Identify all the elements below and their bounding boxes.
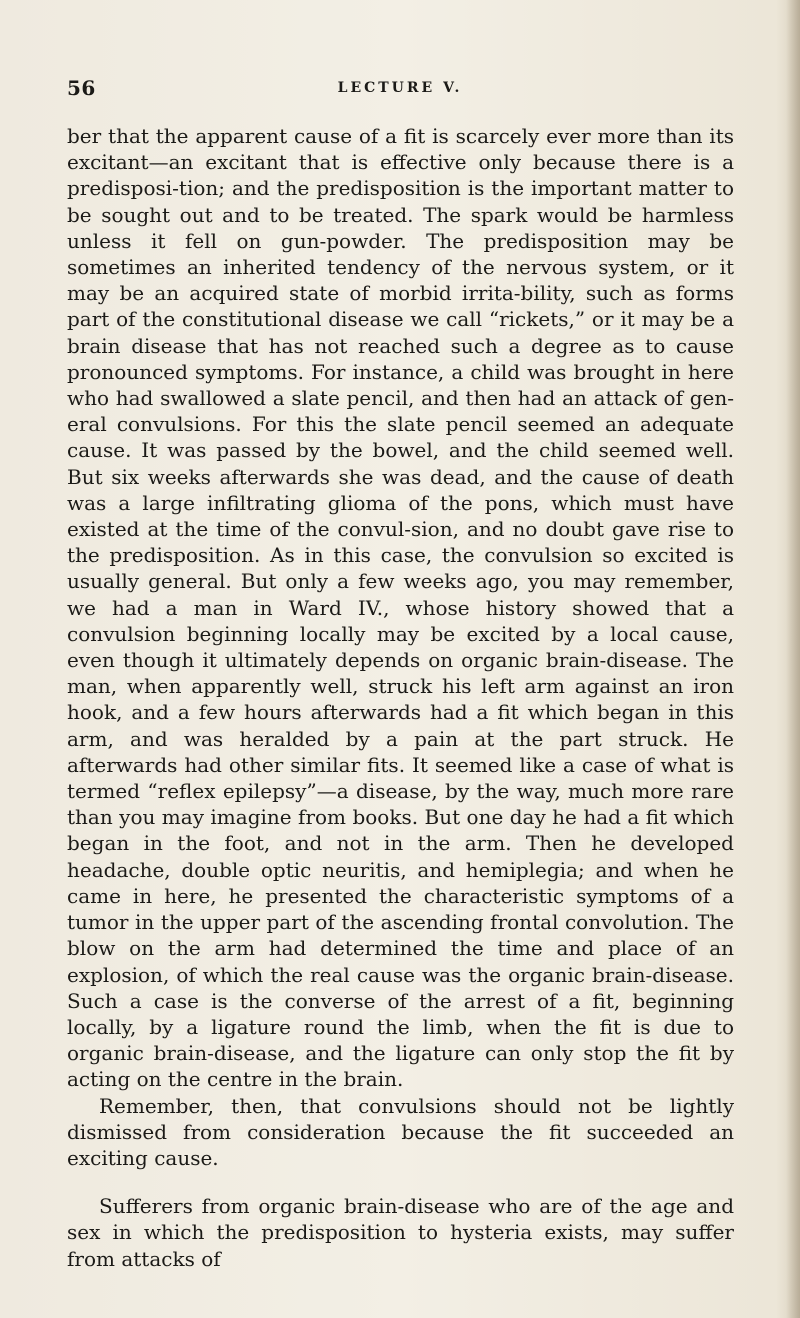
paragraph-remember: Remember, then, that convulsions should not be lightly dismissed from consideration because the fit succeeded an exciting cause.: [67, 1093, 734, 1170]
running-head: LECTURE V.: [337, 80, 463, 96]
page-header: [0, 76, 800, 106]
body-text: [67, 123, 734, 1272]
paragraph-sufferers: Sufferers from organic brain-disease who are of the age and sex in which the predisposition to hysteria exists, may suffer from attacks of: [67, 1194, 734, 1271]
page-edge-shadow: [786, 0, 800, 1318]
paragraph-continued: ber that the apparent cause of a fit is scarcely ever more than its excitant—an excitant that is effective only because there is a predisposi-tion; and the predisposition is the important matter to be sought out and to be treated. The spark would be harmless unless it fell on gun-powder. The predisposition may be sometimes an inherited tendency of the nervous system, or it may be an acquired state of morbid irrita-bility, such as forms part of the constitutional disease we call “rickets,” or it may be a brain disease that has not reached such a degree as to cause pronounced symptoms. For instance, a child was brought in here who had swallowed a slate pencil, and then had an attack of gen-eral convulsions. For this the slate pencil seemed an adequate cause. It was passed by the bowel, and the child seemed well. But six weeks afterwards she was dead, and the cause of death was a large infiltrating glioma of the pons, which must have existed at the time of the convul-sion, and no doubt gave rise to the predisposition. As in this case, the convulsion so excited is usually general. But only a few weeks ago, you may remember, we had a man in Ward IV., whose history showed that a convulsion beginning locally may be excited by a local cause, even though it ultimately depends on organic brain-disease. The man, when apparently well, struck his left arm against an iron hook, and a few hours afterwards had a fit which began in this arm, and was heralded by a pain at the part struck. He afterwards had other similar fits. It seemed like a case of what is termed “reflex epilepsy”—a disease, by the way, much more rare than you may imagine from books. But one day he had a fit which began in the foot, and not in the arm. Then he developed headache, double optic neuritis, and hemiplegia; and when he came in here, he presented the characteristic symptoms of a tumor in the upper part of the ascending frontal convolution. The blow on the arm had determined the time and place of an explosion, of which the real cause was the organic brain-disease. Such a case is the converse of the arrest of a fit, beginning locally, by a ligature round the limb, when the fit is due to organic brain-disease, and the ligature can only stop the fit by acting on the centre in the brain.: [67, 124, 734, 1092]
page-number: 56: [67, 76, 96, 100]
